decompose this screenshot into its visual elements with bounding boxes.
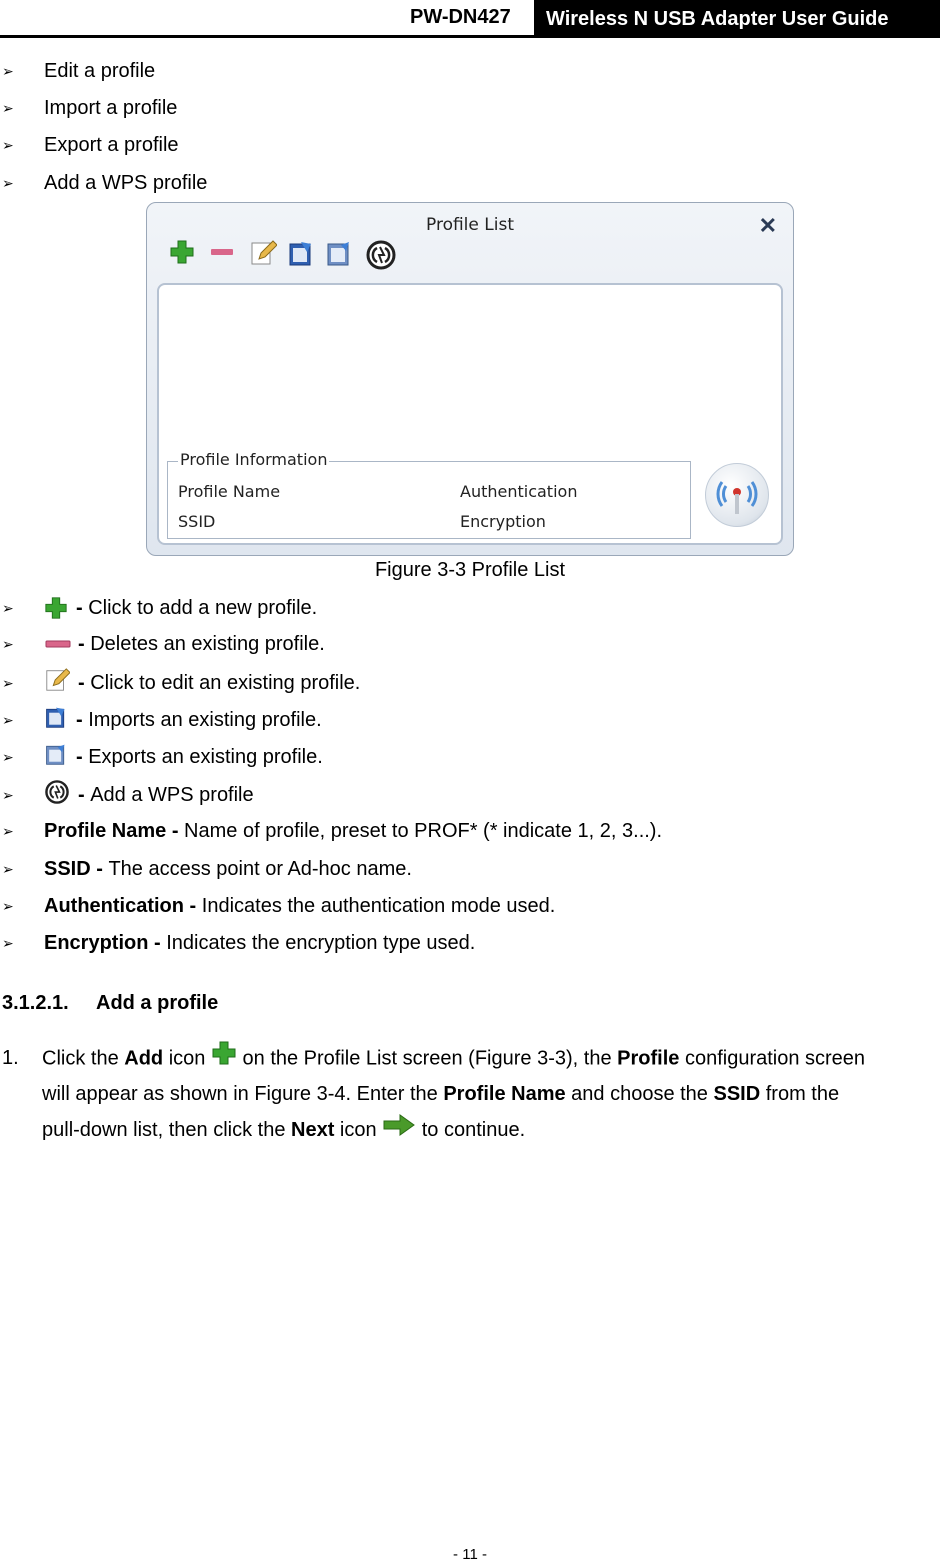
info-legend: Profile Information [180,450,328,469]
window-title: Profile List [426,215,514,235]
signal-icon [705,463,769,527]
bullet-arrow-icon: ➢ [2,137,14,153]
figure-caption: Figure 3-3 Profile List [374,559,566,581]
paragraph-line: pull-down list, then click the Next icon to continue. [42,1112,525,1149]
bullet-arrow-icon: ➢ [2,749,14,765]
add-icon[interactable] [169,239,195,271]
bullet-arrow-icon: ➢ [2,787,14,803]
bullet-arrow-icon: ➢ [2,861,14,877]
bullet-arrow-icon: ➢ [2,636,14,652]
export-icon [44,741,68,775]
delete-icon [44,632,72,664]
profile-list-window [146,202,794,556]
authentication-label: Authentication [460,482,578,501]
encryption-label: Encryption [460,512,546,531]
bullet-arrow-icon: ➢ [2,898,14,914]
bullet-arrow-icon: ➢ [2,600,14,616]
bullet-arrow-icon: ➢ [2,712,14,728]
paragraph-line: will appear as shown in Figure 3-4. Enter the Profile Name and choose the SSID from the [42,1083,840,1105]
bullet-arrow-icon: ➢ [2,823,14,839]
add-icon [44,596,68,628]
profile-information-group [167,450,691,539]
import-icon [44,704,68,738]
bullet-arrow-icon: ➢ [2,175,14,191]
guide-title: Wireless N USB Adapter User Guide [534,0,940,38]
profile-list-pane[interactable] [157,283,783,545]
section-title: Add a profile [96,992,219,1014]
profile-name-label: Profile Name [178,482,281,501]
bullet-arrow-icon: ➢ [2,63,14,79]
header-rule [0,35,940,38]
step-number: 1. [2,1047,19,1069]
close-icon[interactable]: ✕ [758,213,777,238]
edit-icon [44,667,70,701]
wps-icon[interactable] [365,239,397,277]
section-number: 3.1.2.1. [2,992,69,1014]
paragraph-line: Click the Add icon on the Profile List screen (Figure 3-3), the Profile configuration screen [42,1040,865,1078]
wps-icon [44,779,70,813]
bullet-arrow-icon: ➢ [2,675,14,691]
export-icon[interactable] [325,239,353,273]
section-heading [2,992,219,1015]
add-icon [211,1040,237,1078]
delete-icon[interactable] [209,239,235,271]
next-arrow-icon [382,1113,416,1149]
import-icon[interactable] [287,239,315,273]
page-number: - 11 - [453,1546,487,1563]
page-header [0,0,940,38]
bullet-arrow-icon: ➢ [2,100,14,116]
ssid-label: SSID [178,512,216,531]
edit-icon[interactable] [249,239,277,273]
model-name: PW-DN427 [410,6,511,28]
bullet-arrow-icon: ➢ [2,935,14,951]
